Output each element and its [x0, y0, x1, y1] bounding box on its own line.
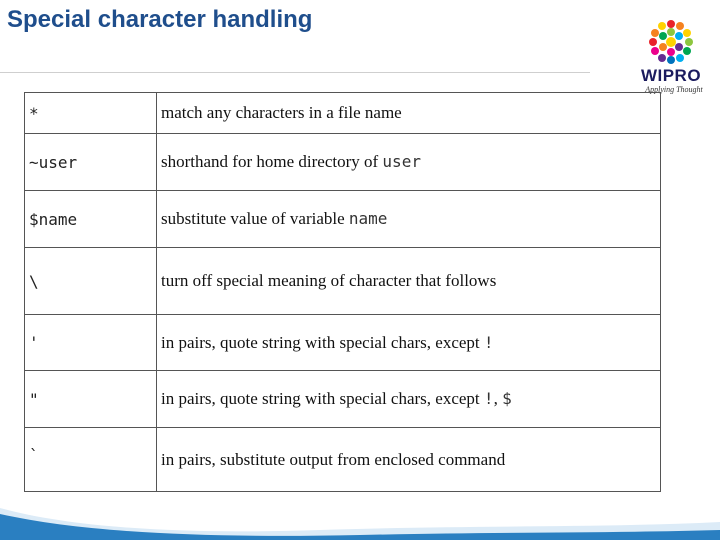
- symbol-cell: ~user: [25, 134, 157, 191]
- description-cell: [157, 315, 661, 371]
- footer-wave-decoration: [0, 500, 720, 540]
- symbol-cell: *: [25, 93, 157, 134]
- symbol-cell: ": [25, 371, 157, 428]
- code-term: !: [483, 332, 494, 352]
- description-cell: [157, 191, 661, 248]
- table-row: [25, 315, 661, 371]
- description-text: shorthand for home directory of: [161, 152, 383, 171]
- description-text: turn off special meaning of character that follows: [161, 271, 497, 290]
- table-row: [25, 248, 661, 315]
- description-cell: [157, 428, 661, 492]
- code-term: name: [348, 209, 388, 228]
- code-term: !: [483, 389, 494, 408]
- separator-text: ,: [493, 389, 503, 408]
- code-term: user: [382, 152, 421, 171]
- slide-title: Special character handling: [7, 6, 313, 33]
- symbol-cell: ': [25, 315, 157, 371]
- description-cell: [157, 134, 661, 191]
- code-term: $: [502, 389, 512, 408]
- symbol-cell: \: [25, 248, 157, 315]
- logo-wordmark: WIPRO: [640, 66, 702, 85]
- description-cell: [157, 371, 661, 428]
- logo-tagline: Applying Thought: [645, 85, 703, 94]
- table-row: [25, 428, 661, 492]
- symbol-cell: $name: [25, 191, 157, 248]
- description-cell: [157, 248, 661, 315]
- table-row: [25, 191, 661, 248]
- table-row: [25, 134, 661, 191]
- title-divider: [0, 72, 590, 73]
- table-row: [25, 371, 661, 428]
- special-characters-table: [24, 92, 661, 492]
- description-cell: [157, 93, 661, 134]
- description-text: in pairs, substitute output from enclosed command: [161, 449, 506, 469]
- description-text: substitute value of variable: [161, 209, 349, 228]
- symbol-cell: `: [25, 428, 157, 492]
- description-text: match any characters in a file name: [161, 103, 402, 122]
- description-text: in pairs, quote string with special chars, except: [161, 389, 484, 408]
- table-row: [25, 93, 661, 134]
- description-text: in pairs, quote string with special chars, except: [161, 332, 484, 352]
